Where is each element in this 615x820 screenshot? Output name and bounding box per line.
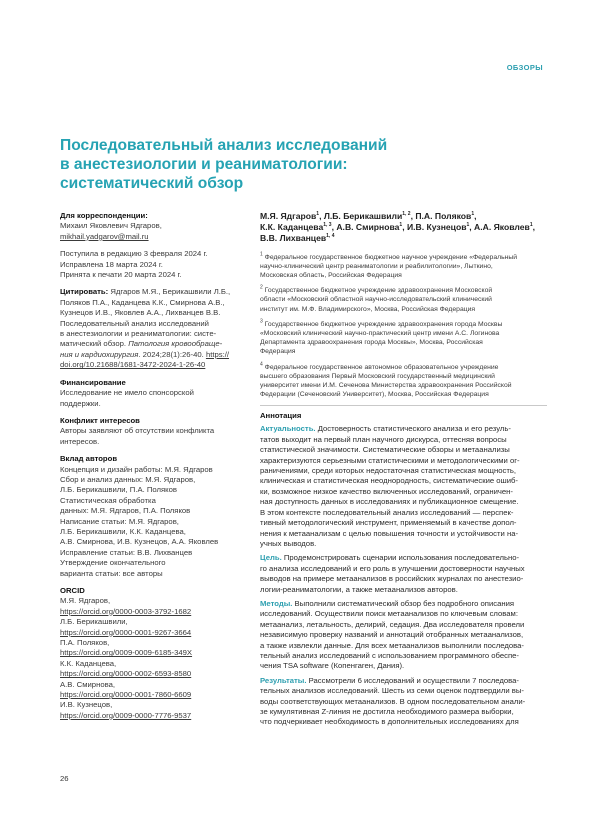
affiliation-text: университет имени И.М. Сеченова Министерства здравоохранения Российской — [260, 382, 512, 390]
affiliation-text: Московская область, Российская Федерация — [260, 272, 402, 280]
abstract-text: исследований. Осуществили поиск метаанализов по ключевым словам: — [260, 609, 518, 619]
abstract-methods — [260, 599, 547, 672]
revised-date: Исправлена 18 марта 2024 г. — [60, 259, 163, 269]
contrib-line: Л.Б. Берикашвили, П.А. Поляков — [60, 485, 177, 495]
abstract-text: выводов на примере метаанализов в российских журналах по анестезио- — [260, 574, 524, 584]
abstract-text: учных выводов. — [260, 538, 317, 548]
affiliation-2 — [260, 286, 547, 314]
author-list: М.Я. Ядгаров$^1$, Л.Б. Берикашвили$^{1, 2}$, П.А. Поляков$^1$, К.К. Каданцева$^{1, 3}$, А.В. Смирнова$^1$, И.В. Кузнецов$^1$, А.А. Яковлев$^1$, В.В. Лихванцев$^{1, 4}$ — [260, 211, 535, 244]
abstract-text: а также извлекли данные. Для всех метаанализов выполнили последова- — [260, 640, 524, 650]
affiliation-4 — [260, 363, 547, 400]
journal-name: Патология кровообраще- — [128, 339, 223, 349]
orcid-author: П.А. Поляков, — [60, 638, 110, 648]
abstract-text: Выполнили систематический обзор без подробного описания — [292, 598, 515, 608]
orcid-link[interactable]: https://orcid.org/0009-0009-6185-349X — [60, 648, 193, 658]
orcid-link[interactable]: https://orcid.org/0009-0000-7776-9537 — [60, 710, 192, 720]
contrib-line: А.В. Смирнова, И.В. Кузнецов, А.А. Яковлев — [60, 537, 219, 547]
left-sidebar — [60, 211, 246, 728]
citation-text: в анестезиологии и реаниматологии: систе- — [60, 329, 217, 339]
citation-text: Последовательный анализ исследований — [60, 318, 209, 328]
abstract-text: метаанализ, летальность, делирий, седация. Два исследователя провели — [260, 619, 525, 629]
journal-name: ния и кардиохирургия — [60, 349, 139, 359]
affiliation-text: Федеральное государственное бюджетное научное учреждение «Федеральный — [264, 253, 518, 261]
contrib-line: Исправление статьи: В.В. Лихванцев — [60, 547, 193, 557]
citation-text: Кузнецов И.В., Яковлев А.А., Лихванцев В.В. — [60, 308, 221, 318]
orcid-heading: ORCID — [60, 586, 85, 595]
correspondence-name: Михаил Яковлевич Ядгаров, — [60, 221, 162, 231]
abstract-text: тивный методологический инструмент, применяемый в качестве допол- — [260, 518, 517, 528]
correspondence-email-link[interactable]: mikhail.yadgarov@mail.ru — [60, 231, 149, 241]
abstract-text: клиническая и статистическая неоднородность, систематические ошиб- — [260, 476, 518, 486]
abstract-lead: Актуальность. — [260, 424, 316, 434]
abstract-text: чения TSA software (Копенгаген, Дания). — [260, 661, 405, 671]
contrib-line: Утверждение окончательного — [60, 558, 166, 568]
orcid-link[interactable]: https://orcid.org/0000-0001-7860-6609 — [60, 690, 192, 700]
affiliation-marker: 1 — [399, 222, 403, 229]
orcid-link[interactable]: https://orcid.org/0000-0002-6593-8580 — [60, 669, 192, 679]
affiliation-text: Государственное бюджетное учреждение здравоохранения Московской — [264, 287, 493, 295]
abstract-lead: Цель. — [260, 553, 282, 563]
affiliation-text: области «Московский областной научно-исследовательский клинический — [260, 296, 492, 304]
conflict-text: интересов. — [60, 436, 100, 446]
orcid-author: И.В. Кузнецов, — [60, 700, 113, 710]
abstract-lead: Результаты. — [260, 675, 307, 685]
funding-heading: Финансирование — [60, 377, 126, 387]
citation-text: . 2024;28(1):26-40. — [138, 349, 206, 359]
affiliation-text: «Московский клинический научно-практический центр имени А.С. Логинова — [260, 330, 500, 338]
abstract-text: ная доступность данных в исследованиях и публикационное смещение. — [260, 497, 519, 507]
abstract-text: раничениями, среди которых недостаточная статистическая мощность, — [260, 466, 516, 476]
affiliation-number: 4 — [260, 361, 263, 368]
abstract-text: татов выходит на первый план научного дискурса, оттесняя вопросы — [260, 434, 507, 444]
contrib-line: Написание статьи: М.Я. Ядгаров, — [60, 516, 179, 526]
affiliation-1 — [260, 253, 547, 281]
abstract-text: что подчеркивает необходимость в дополнительных исследованиях для — [260, 717, 519, 727]
abstract-text: тельный анализ исследований с использованием программного обеспе- — [260, 650, 519, 660]
affiliation-marker: 1, 4 — [326, 233, 335, 240]
conflict-block — [60, 416, 246, 447]
affiliation-text: Государственное бюджетное учреждение здравоохранения города Москвы — [264, 320, 503, 328]
abstract-text: го анализа исследований и его роль в улучшении достоверности научных — [260, 563, 525, 573]
affiliation-marker: 1 — [466, 222, 470, 229]
abstract-text: Продемонстрировать сценарии использования последовательно- — [281, 553, 520, 563]
correspondence-block — [60, 211, 246, 242]
affiliation-text: Федеральное государственное автономное образовательное учреждение — [264, 363, 499, 371]
orcid-author: К.К. Каданцева, — [60, 658, 117, 668]
correspondence-heading: Для корреспонденции: — [60, 211, 148, 220]
abstract-text: статистической значимости. Систематические обзоры и метаанализы — [260, 445, 510, 455]
author-name: , А.В. Смирнова — [331, 222, 400, 233]
author-name: В.В. Лихванцев — [260, 233, 327, 244]
author-name: К.К. Каданцева — [260, 222, 324, 233]
citation-heading: Цитировать: — [60, 287, 109, 297]
divider — [260, 405, 547, 406]
contrib-line: Сбор и анализ данных: М.Я. Ядгаров, — [60, 474, 196, 484]
abstract-text: В этом контексте последовательный анализ исследований — перспек- — [260, 507, 514, 517]
abstract-text: тельных анализов исследований. Шесть из семи оценок подтвердили вы- — [260, 686, 524, 696]
abstract-text: нения к метаанализам с целью повышения точности и устойчивости на- — [260, 528, 519, 538]
affiliation-text: Федерации (Сеченовский Университет), Москва, Российская Федерация — [260, 391, 489, 399]
abstract-text: независимую проверку названий и аннотаций отобранных метаанализов, — [260, 630, 524, 640]
abstract-lead: Методы. — [260, 598, 293, 608]
orcid-link[interactable]: https://orcid.org/0000-0001-9267-3664 — [60, 627, 192, 637]
affiliation-marker: 1 — [316, 211, 320, 218]
affiliation-number: 3 — [260, 318, 263, 325]
affiliation-text: высшего образования Первый Московский государственный медицинский — [260, 372, 495, 380]
affiliation-marker: 1, 3 — [323, 222, 332, 229]
abstract-aim — [260, 553, 547, 595]
affiliation-text: институт им. М.Ф. Владимирского», Москва, Российская Федерация — [260, 305, 476, 313]
title-line: в анестезиологии и реаниматологии: — [60, 156, 348, 173]
affiliation-text: Департамента здравоохранения города Москвы», Москва, Российская — [260, 339, 483, 347]
funding-text: поддержки. — [60, 398, 101, 408]
affiliation-3 — [260, 320, 547, 357]
orcid-block — [60, 586, 246, 721]
funding-text: Исследование не имело спонсорской — [60, 388, 194, 398]
affiliation-number: 1 — [260, 251, 263, 258]
abstract-heading: Аннотация — [260, 411, 302, 421]
contrib-block — [60, 454, 246, 579]
doi-link[interactable]: doi.org/10.21688/1681-3472-2024-1-26-40 — [60, 360, 206, 370]
orcid-author: М.Я. Ядгаров, — [60, 596, 111, 606]
conflict-heading: Конфликт интересов — [60, 415, 140, 425]
contrib-line: Л.Б. Берикашвили, К.К. Каданцева, — [60, 526, 186, 536]
funding-block — [60, 378, 246, 409]
contrib-line: Статистическая обработка — [60, 495, 156, 505]
citation-text: Поляков П.А., Каданцева К.К., Смирнова А.В., — [60, 297, 225, 307]
article-title — [60, 136, 520, 193]
affiliation-marker: 1 — [471, 211, 475, 218]
affiliation-number: 2 — [260, 284, 263, 291]
citation-block — [60, 287, 246, 370]
orcid-author: Л.Б. Берикашвили, — [60, 617, 128, 627]
citation-text: матический обзор. — [60, 339, 129, 349]
author-name: , П.А. Поляков — [410, 211, 472, 221]
abstract-text: логии-реаниматологии, а также метаанализов авторов. — [260, 584, 458, 594]
dates-block — [60, 249, 246, 280]
abstract-results — [260, 676, 547, 728]
orcid-link[interactable]: https://orcid.org/0000-0003-3792-1682 — [60, 606, 192, 616]
abstract-relevance — [260, 424, 547, 549]
received-date: Поступила в редакцию 3 февраля 2024 г. — [60, 249, 208, 259]
author-name: , Л.Б. Берикашвили — [319, 211, 403, 221]
abstract-text: Достоверность статистического анализа и его резуль- — [315, 424, 511, 434]
main-column — [260, 211, 547, 732]
author-name: , А.А. Яковлев — [469, 222, 530, 233]
abstract-text: воды соответствующих метаанализов. В одном последовательном анали- — [260, 696, 526, 706]
affiliation-marker: 1 — [529, 222, 533, 229]
contrib-line: данных: М.Я. Ядгаров, П.А. Поляков — [60, 506, 191, 516]
author-name: М.Я. Ядгаров — [260, 211, 317, 221]
citation-text: Ядгаров М.Я., Берикашвили Л.Б., — [108, 287, 231, 297]
affiliation-text: Федерация — [260, 348, 296, 356]
abstract-text: зе кумулятивная Z-линия не достигла необходимого размера выборки, — [260, 707, 514, 717]
doi-link[interactable]: https:// — [205, 349, 230, 359]
affiliation-marker: 1, 2 — [402, 211, 411, 218]
abstract-text: Рассмотрели 6 исследований и осуществили 7 последова- — [306, 675, 519, 685]
conflict-text: Авторы заявляют об отсутствии конфликта — [60, 426, 215, 436]
contrib-line: Концепция и дизайн работы: М.Я. Ядгаров — [60, 464, 213, 474]
page-number: 26 — [60, 774, 69, 783]
accepted-date: Принята к печати 20 марта 2024 г. — [60, 270, 182, 280]
author-name: , И.В. Кузнецов — [402, 222, 467, 233]
contrib-heading: Вклад авторов — [60, 454, 118, 464]
section-label: ОБЗОРЫ — [506, 63, 543, 72]
orcid-author: А.В. Смирнова, — [60, 679, 115, 689]
abstract-text: характеризуются серьезными статистическими и методологическими ог- — [260, 455, 520, 465]
affiliation-text: научно-клинический центр реаниматологии и реабилитологии», Лыткино, — [260, 262, 493, 270]
title-line: систематический обзор — [60, 175, 244, 192]
contrib-line: варианта статьи: все авторы — [60, 568, 163, 578]
title-line: Последовательный анализ исследований — [60, 137, 388, 154]
abstract-text: ки, возможное низкое качество включенных исследований, ограничен- — [260, 486, 513, 496]
